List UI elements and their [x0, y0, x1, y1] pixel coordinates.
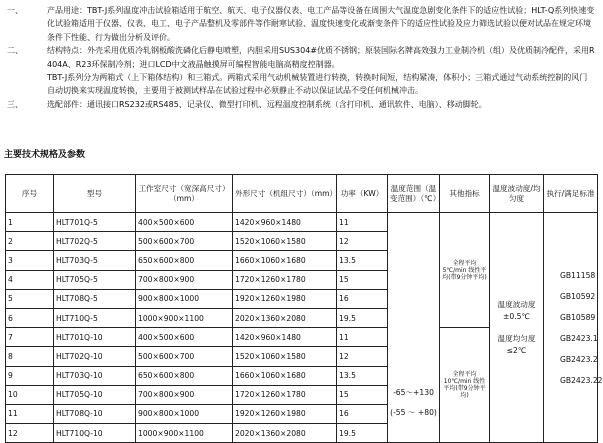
standard-item: GB2423.1 [560, 333, 598, 343]
cell-num: 3 [6, 251, 54, 270]
cell-model: HLT710Q-10 [54, 424, 136, 443]
cell-outer: 1420×960×1480 [233, 213, 337, 232]
cell-outer: 1520×1060×1580 [233, 232, 337, 251]
cell-power: 11 [337, 213, 388, 232]
cell-standards [544, 213, 603, 443]
table-row [6, 213, 598, 232]
paragraph-number: 一、 [7, 6, 23, 15]
cell-num: 10 [6, 385, 54, 404]
cell-power: 15 [337, 270, 388, 289]
cell-model: HLT701Q-10 [54, 328, 136, 347]
paragraph-text: 选配部件：通讯接口RS232或RS485、记录仪、微型打印机、远程温度控制系统（含打印机、通讯软件、电脑）、移动脚轮。 [47, 99, 487, 109]
unif-value: ≤2℃ [506, 345, 527, 355]
cell-num: 6 [6, 308, 54, 327]
header-inner-size: 工作室尺寸（宽深高尺寸）（mm） [136, 175, 233, 213]
header-temp-range: 温度范围（温变范围）（℃） [388, 175, 440, 213]
cell-model: HLT703Q-10 [54, 366, 136, 385]
paragraph-purpose [7, 4, 595, 44]
cell-model: HLT702Q-10 [54, 347, 136, 366]
cell-model: HLT708Q-5 [54, 289, 136, 308]
cell-model: HLT702Q-5 [54, 232, 136, 251]
cell-inner: 900×800×1000 [136, 404, 233, 423]
header-num: 序号 [6, 175, 54, 213]
cell-inner: 700×800×900 [136, 385, 233, 404]
unif-label: 温度均匀度 [497, 333, 536, 343]
cell-power: 11 [337, 328, 388, 347]
paragraph-text: 产品用途：TBT-J系列温度冲击试验箱适用于航空、航天、电子仪器仪表、电工产品等设备在周围大气温度急剧变化条件下的适应性试验；HLT-Q系列快速变化试验箱适用于仪器、仪表、电工、电子产品整机及零部件等作耐寒试验、温度快速变化或渐变条件下的适应性试验及应力筛选试验以便对试品在规定环境条件下性能、行为做出分析及评价。 [47, 6, 595, 42]
header-power: 功率（KW） [337, 175, 388, 213]
paragraph-number: 二、 [7, 46, 23, 56]
standard-item: GB2423.22 [560, 375, 603, 385]
paragraph-text: 结构特点：外壳采用优质冷轧钢板酸洗磷化后静电喷塑，内胆采用SUS304#优质不锈钢；原装国际名牌高效强力工业制冷机（组）及优质制冷配件，采用R404A、R23环保制冷剂；进口LCD中文液晶触摸屏可编程智能电脑高精度控制器。 [47, 46, 595, 69]
cell-inner: 1000×900×1100 [136, 308, 233, 327]
cell-num: 7 [6, 328, 54, 347]
cell-power: 13.5 [337, 366, 388, 385]
cell-model: HLT710Q-5 [54, 308, 136, 327]
cell-outer: 1720×1260×1780 [233, 270, 337, 289]
cell-inner: 400×500×600 [136, 328, 233, 347]
cell-inner: 500×600×700 [136, 232, 233, 251]
standard-item: GB10589 [560, 312, 596, 322]
cell-inner: 650×600×800 [136, 251, 233, 270]
temp-range-b: (-55 ～ +80) [390, 407, 437, 417]
cell-outer: 1920×1260×1980 [233, 289, 337, 308]
header-other: 其他指标 [440, 175, 490, 213]
paragraph-structure [7, 44, 595, 98]
cell-outer: 2020×1360×2080 [233, 424, 337, 443]
standard-item: GB10592 [560, 291, 596, 301]
header-outer-size: 外形尺寸（机组尺寸）（mm） [233, 175, 337, 213]
cell-model: HLT703Q-5 [54, 251, 136, 270]
cell-outer: 1660×1060×1680 [233, 251, 337, 270]
cell-num: 5 [6, 289, 54, 308]
cell-fluctuation [490, 213, 544, 443]
cell-model: HLT701Q-5 [54, 213, 136, 232]
cell-power: 16 [337, 404, 388, 423]
cell-model: HLT705Q-10 [54, 385, 136, 404]
cell-other-group-1: 全程平均5℃/min 线性平均(带9分钟平均) [440, 213, 490, 328]
cell-model: HLT708Q-10 [54, 404, 136, 423]
cell-power: 16 [337, 289, 388, 308]
cell-temp-range [388, 213, 440, 443]
cell-power: 15 [337, 385, 388, 404]
cell-num: 8 [6, 347, 54, 366]
intro-section [7, 4, 595, 111]
fluct-value: ±0.5℃ [503, 311, 530, 321]
cell-power: 19.5 [337, 424, 388, 443]
cell-num: 12 [6, 424, 54, 443]
cell-outer: 1920×1260×1980 [233, 404, 337, 423]
section-title: 主要技术规格及参数 [4, 150, 86, 160]
cell-outer: 2020×1360×2080 [233, 308, 337, 327]
paragraph-text-block [47, 44, 595, 98]
table-header-row [6, 175, 598, 213]
standard-item: GB2423.2 [560, 354, 598, 364]
cell-inner: 500×600×700 [136, 347, 233, 366]
header-model: 型号 [54, 175, 136, 213]
cell-num: 4 [6, 270, 54, 289]
cell-outer: 1520×1060×1580 [233, 347, 337, 366]
cell-outer: 1420×960×1480 [233, 328, 337, 347]
cell-power: 12 [337, 347, 388, 366]
spec-table [5, 174, 603, 443]
cell-num: 11 [6, 404, 54, 423]
cell-inner: 900×800×1000 [136, 289, 233, 308]
cell-outer: 1660×1060×1680 [233, 366, 337, 385]
paragraph-text: TBT-J系列分为两箱式（上下箱体结构）和三箱式。两箱式采用气动机械装置进行转换，转换时间短，结构紧凑，体积小；三箱式通过气动系统控制的风门自动切换来实现温度转换，主要用于被测试样品在试验过程中必须静止不动以保证试品不受任何机械冲击。 [47, 73, 588, 96]
cell-inner: 400×500×600 [136, 213, 233, 232]
cell-other-group-2: 全程平均10℃/min 线性平均(带9分钟平均) [440, 328, 490, 443]
fluct-label: 温度波动度 [497, 299, 536, 309]
standards-list [546, 265, 603, 391]
standard-item: GB11158 [560, 270, 596, 280]
cell-num: 1 [6, 213, 54, 232]
temp-range-a: -65～+130 [393, 387, 434, 397]
cell-num: 2 [6, 232, 54, 251]
cell-inner: 700×800×900 [136, 270, 233, 289]
cell-power: 13.5 [337, 251, 388, 270]
paragraph-options [7, 98, 595, 111]
cell-num: 9 [6, 366, 54, 385]
paragraph-number: 三、 [7, 99, 23, 109]
cell-power: 19.5 [337, 308, 388, 327]
cell-outer: 1720×1260×1780 [233, 385, 337, 404]
cell-inner: 1000×900×1100 [136, 424, 233, 443]
header-standard: 执行/满足标准 [544, 175, 598, 213]
cell-power: 12 [337, 232, 388, 251]
cell-model: HLT705Q-5 [54, 270, 136, 289]
cell-inner: 650×600×800 [136, 366, 233, 385]
header-fluctuation: 温度波动度/均匀度 [490, 175, 544, 213]
